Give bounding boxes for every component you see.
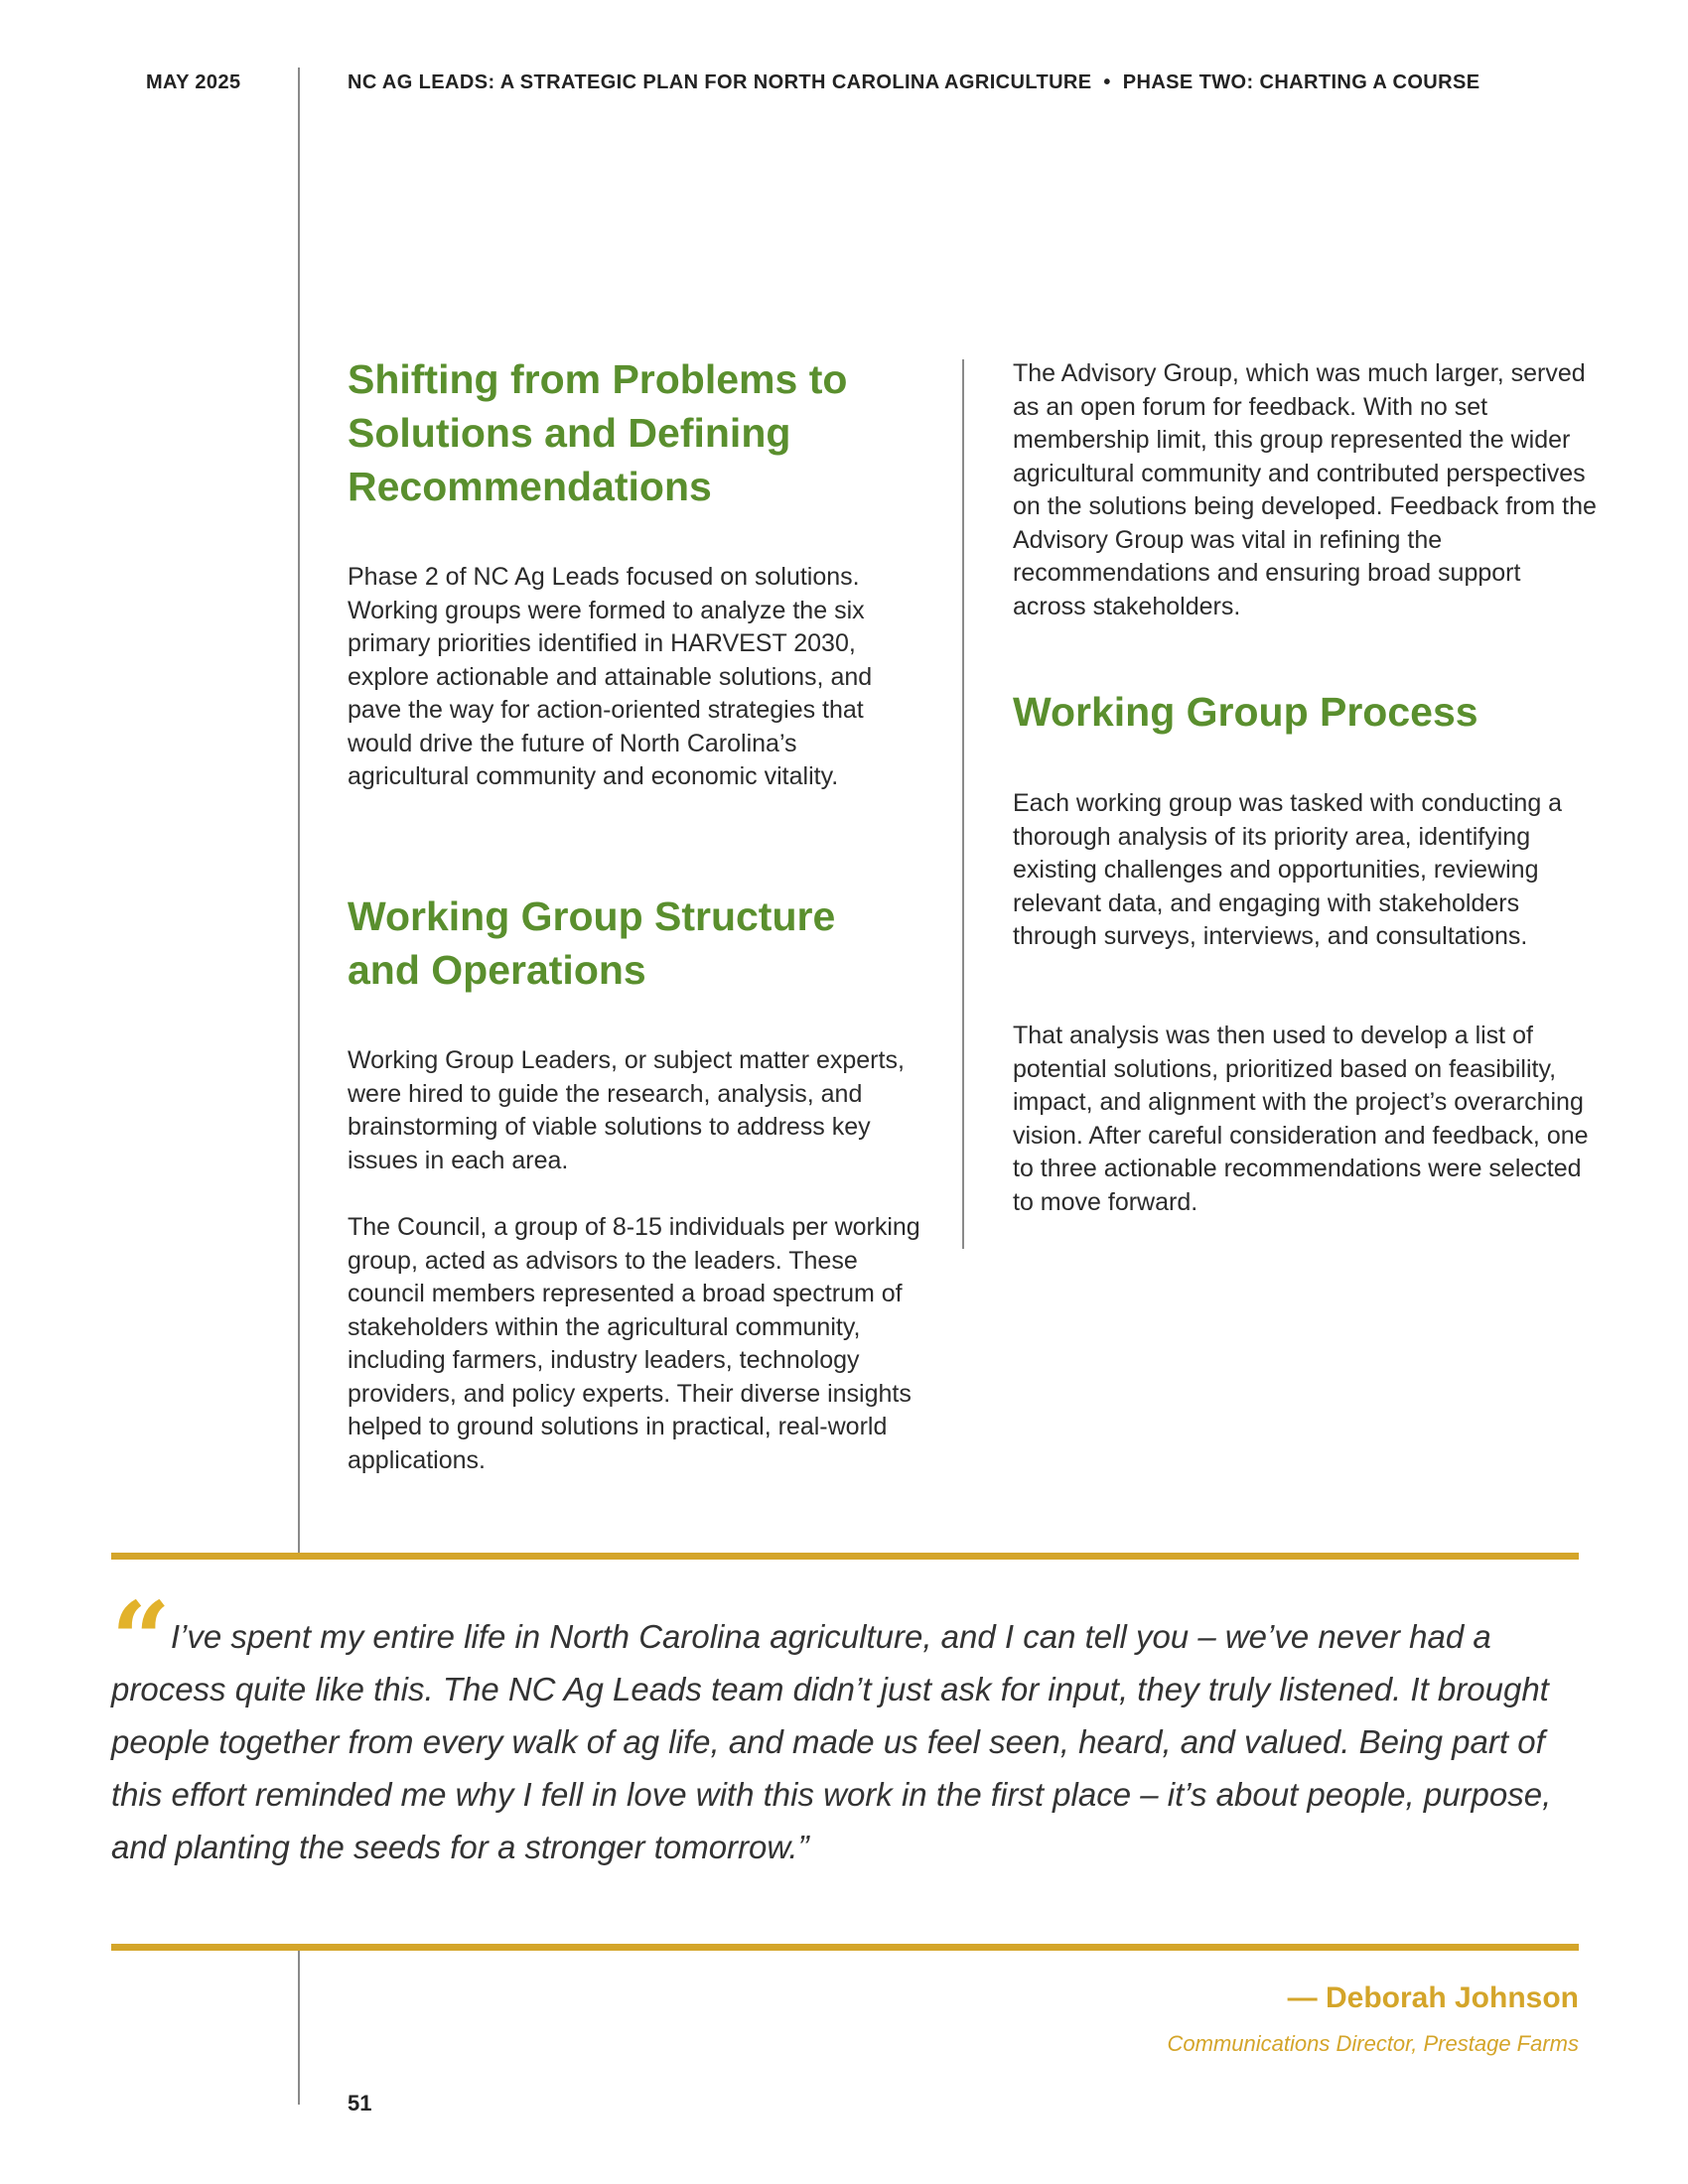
heading-process: Working Group Process [1013, 689, 1478, 735]
paragraph-process-solutions: That analysis was then used to develop a list of potential solutions, prioritized based on feasibility, impact, and alignment with the project’s overarching vision. After careful consideration and feedback, one to three actionable recommendations were selected to move forward. [1013, 1022, 1589, 1216]
quote-author: — Deborah Johnson [1287, 1981, 1579, 2014]
section-process [1013, 685, 1599, 739]
header-date: MAY 2025 [146, 71, 241, 93]
quote-top-rule [111, 1553, 1579, 1560]
heading-structure: Working Group Structure and Operations [348, 893, 836, 993]
paragraph-advisory-group: The Advisory Group, which was much larger, served as an open forum for feedback. With no set membership limit, this group represented the wider agricultural community and contributed perspectives on the solutions being developed. Feedback from the Advisory Group was vital in refining the recommendations and ensuring broad support across stakeholders. [1013, 359, 1597, 620]
paragraph-shifting-body: Phase 2 of NC Ag Leads focused on solutions. Working groups were formed to analyze the six primary priorities identified in HARVEST 2030, explore actionable and attainable solutions, and pave the way for action-oriented strategies that would drive the future of North Carolina’s agricultural community and economic vitality. [348, 563, 873, 790]
paragraph-structure-council: The Council, a group of 8-15 individuals per working group, acted as advisors to the leaders. These council members represented a broad spectrum of stakeholders within the agricultural community, including farmers, industry leaders, technology providers, and policy experts. Their diverse insights helped to ground solutions in practical, real-world applications. [348, 1213, 920, 1474]
quote-bottom-rule [111, 1944, 1579, 1951]
left-margin-rule-bottom [298, 1950, 300, 2105]
pull-quote-text: I’ve spent my entire life in North Carolina agriculture, and I can tell you – we’ve never had a process quite like this. The NC Ag Leads team didn’t just ask for input, they truly listened. It brought people together from every walk of ag life, and made us feel seen, heard, and valued. Being part of this effort reminded me why I fell in love with this work in the first place – it’s about people, purpose, and planting the seeds for a stronger tomorrow.” [111, 1618, 1552, 1865]
paragraph-structure-leaders: Working Group Leaders, or subject matter experts, were hired to guide the research, analysis, and brainstorming of viable solutions to address key issues in each area. [348, 1046, 905, 1174]
column-divider [962, 359, 964, 1249]
quotation-mark-icon: “ [111, 1578, 165, 1701]
section-shifting [348, 352, 923, 513]
left-margin-rule [298, 68, 300, 1553]
page-number: 51 [348, 2091, 372, 2116]
pull-quote [111, 1578, 1579, 1873]
section-structure [348, 889, 923, 997]
header-running-title: NC AG LEADS: A STRATEGIC PLAN FOR NORTH CAROLINA AGRICULTURE • PHASE TWO: CHARTING A COURSE [348, 71, 1480, 93]
paragraph-process-analysis: Each working group was tasked with conducting a thorough analysis of its priority area, identifying existing challenges and opportunities, reviewing relevant data, and engaging with stakeholders through surveys, interviews, and consultations. [1013, 789, 1563, 950]
heading-shifting: Shifting from Problems to Solutions and Defining Recommendations [348, 356, 848, 509]
quote-author-title: Communications Director, Prestage Farms [1167, 2031, 1579, 2056]
